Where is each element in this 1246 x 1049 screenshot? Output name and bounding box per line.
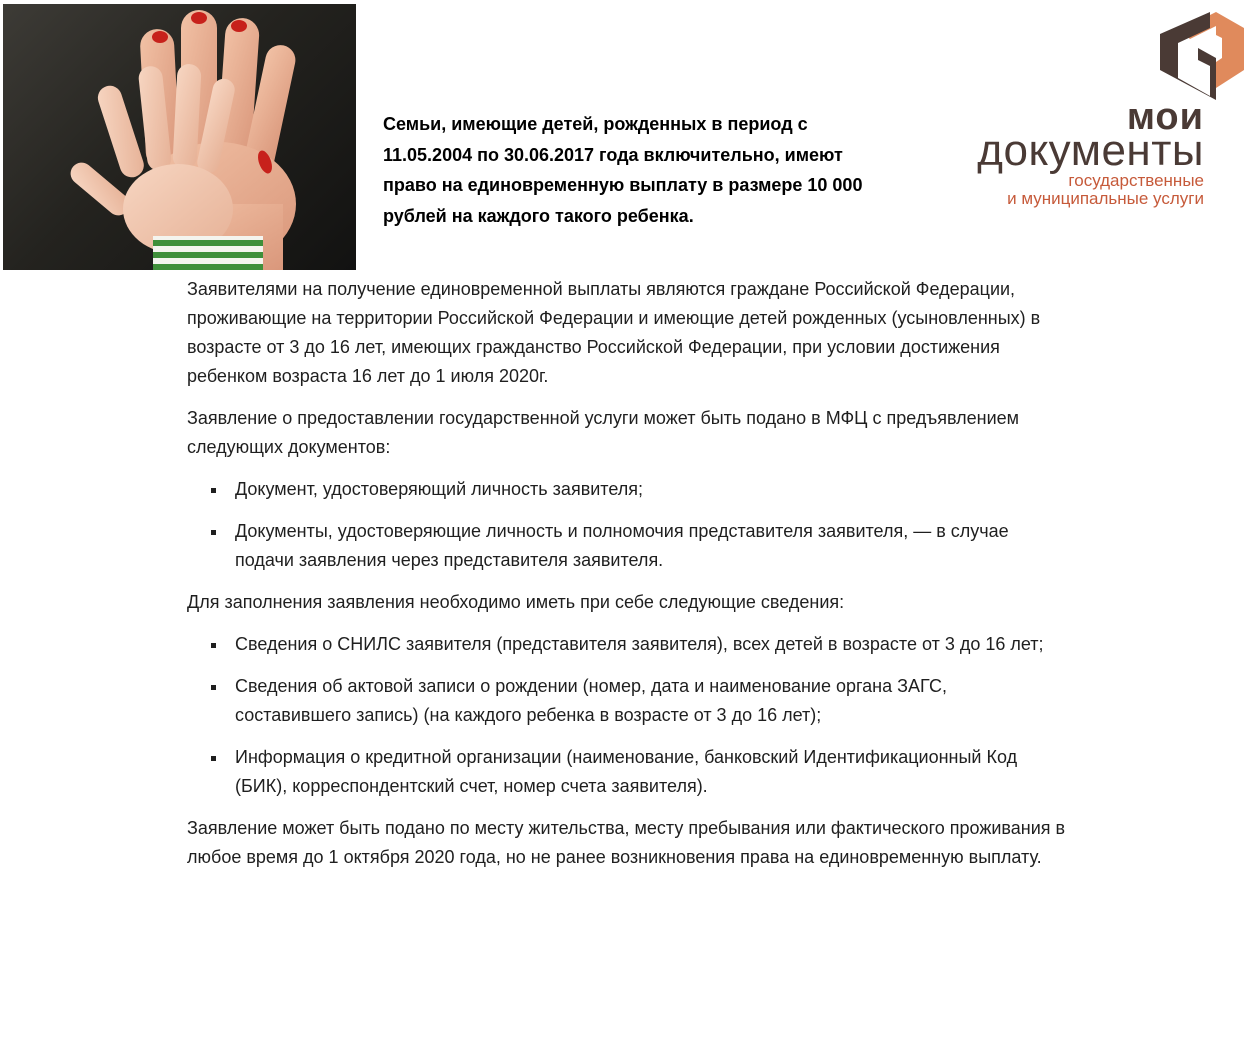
logo-subtitle-line1: государственные xyxy=(1068,171,1204,190)
list-item xyxy=(187,475,1067,504)
hands-photo xyxy=(3,4,356,270)
hands-illustration xyxy=(3,4,356,270)
documents-list xyxy=(187,475,1067,575)
bullet-icon xyxy=(211,488,216,493)
bullet-icon xyxy=(211,530,216,535)
list-item-text: Документы, удостоверяющие личность и полномочия представителя заявителя, — в случае подачи заявления через представителя заявителя. xyxy=(235,521,1009,570)
list-item xyxy=(187,672,1067,730)
list-item xyxy=(187,517,1067,575)
logo-subtitle-line2: и муниципальные услуги xyxy=(1007,189,1204,208)
info-list xyxy=(187,630,1067,801)
list-item-text: Информация о кредитной организации (наименование, банковский Идентификационный Код (БИК), корреспондентский счет, номер счета заявителя). xyxy=(235,747,1018,796)
list-item-text: Сведения о СНИЛС заявителя (представителя заявителя), всех детей в возрасте от 3 до 16 лет; xyxy=(235,634,1044,654)
list-item xyxy=(187,630,1067,659)
paragraph-documents-intro: Заявление о предоставлении государственной услуги может быть подано в МФЦ с предъявлением следующих документов: xyxy=(187,408,1020,457)
paragraph-applicants: Заявителями на получение единовременной выплаты являются граждане Российской Федерации, проживающие на территории Российской Федерации и имеющие детей рожденных (усыновленных) в возрасте от 3 до 16 лет, имеющих гражданство Российской Федерации, при условии достижения ребенком возраста 16 лет до 1 июля 2020г. xyxy=(187,279,1041,386)
bullet-icon xyxy=(211,643,216,648)
logo-title-moi: мои xyxy=(1126,96,1204,138)
paragraph-info-intro: Для заполнения заявления необходимо иметь при себе следующие сведения: xyxy=(187,592,845,612)
bullet-icon xyxy=(211,685,216,690)
logo-title-dokumenty: документы xyxy=(977,126,1204,175)
document-body xyxy=(187,275,1067,885)
headline: Семьи, имеющие детей, рожденных в период с 11.05.2004 по 30.06.2017 года включительно, имеют право на единовременную выплату в размере 10 000 рублей на каждого такого ребенка. xyxy=(383,114,863,226)
list-item xyxy=(187,743,1067,801)
paragraph-deadline: Заявление может быть подано по месту жительства, месту пребывания или фактического проживания в любое время до 1 октября 2020 года, но не ранее возникновения права на единовременную выплату. xyxy=(187,818,1066,867)
striped-sleeve xyxy=(153,236,263,270)
logo-mark-icon xyxy=(1160,8,1246,100)
list-item-text: Документ, удостоверяющий личность заявителя; xyxy=(235,479,644,499)
moi-dokumenty-logo xyxy=(880,6,1220,216)
bullet-icon xyxy=(211,756,216,761)
list-item-text: Сведения об актовой записи о рождении (номер, дата и наименование органа ЗАГС, составившего запись) (на каждого ребенка в возрасте от 3 до 16 лет); xyxy=(235,676,947,725)
